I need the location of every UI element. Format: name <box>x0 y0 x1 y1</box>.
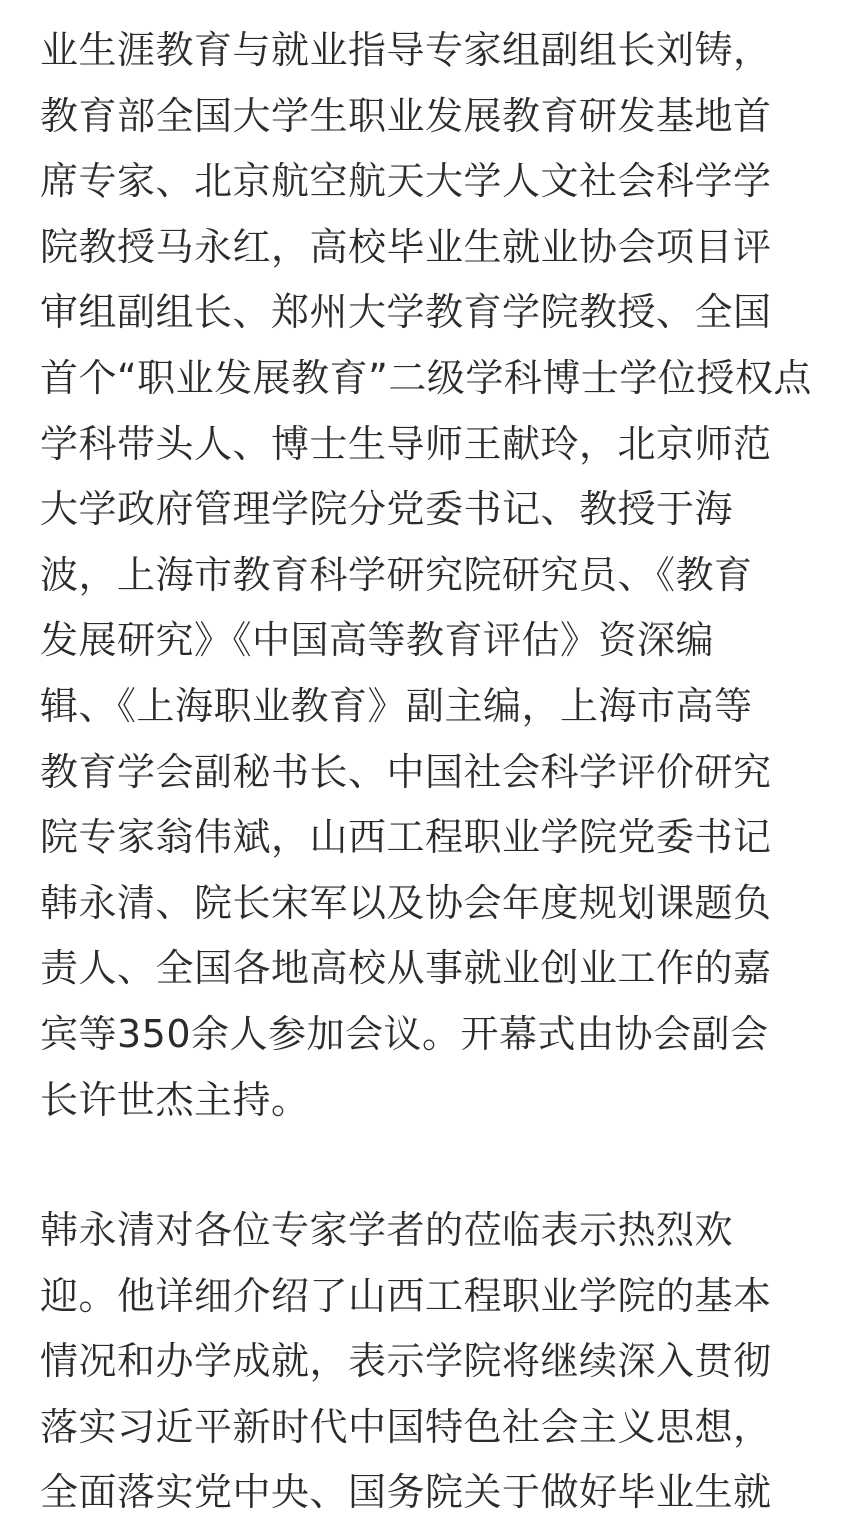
text-line: 落实习近平新时代中国特色社会主义思想， <box>40 1404 772 1449</box>
text-line: 韩永清对各位专家学者的莅临表示热烈欢 <box>40 1208 734 1253</box>
text-line: 情况和办学成就，表示学院将继续深入贯彻 <box>40 1339 772 1384</box>
paragraph-1 <box>40 18 830 1133</box>
text-line: 教育部全国大学生职业发展教育研发基地首 <box>40 93 772 138</box>
paragraph-2 <box>40 1198 830 1526</box>
article-body <box>40 18 830 1526</box>
text-line: 韩永清、院长宋军以及协会年度规划课题负 <box>40 880 772 925</box>
text-line: 全面落实党中央、国务院关于做好毕业生就 <box>40 1470 772 1515</box>
text-line: 院教授马永红，高校毕业生就业协会项目评 <box>40 224 772 269</box>
text-line: 学科带头人、博士生导师王献玲，北京师范 <box>40 421 772 466</box>
text-line: 迎。他详细介绍了山西工程职业学院的基本 <box>40 1273 772 1318</box>
text-line: 辑、《上海职业教育》副主编，上海市高等 <box>40 683 753 728</box>
text-line: 席专家、北京航空航天大学人文社会科学学 <box>40 159 772 204</box>
text-line: 首个“职业发展教育”二级学科博士学位授权点 <box>40 355 812 400</box>
text-line: 波，上海市教育科学研究院研究员、《教育 <box>40 552 753 597</box>
text-line: 责人、全国各地高校从事就业创业工作的嘉 <box>40 946 772 991</box>
text-line: 教育学会副秘书长、中国社会科学评价研究 <box>40 749 772 794</box>
text-line: 发展研究》《中国高等教育评估》资深编 <box>40 618 715 663</box>
text-line: 业生涯教育与就业指导专家组副组长刘铸， <box>40 28 772 72</box>
text-line: 大学政府管理学院分党委书记、教授于海 <box>40 487 734 532</box>
text-line: 宾等350余人参加会议。开幕式由协会副会 <box>40 1011 769 1056</box>
text-line: 院专家翁伟斌，山西工程职业学院党委书记 <box>40 815 772 860</box>
text-line: 长许世杰主持。 <box>40 1077 310 1122</box>
paragraph-spacer <box>40 1133 830 1198</box>
text-line: 审组副组长、郑州大学教育学院教授、全国 <box>40 290 772 335</box>
